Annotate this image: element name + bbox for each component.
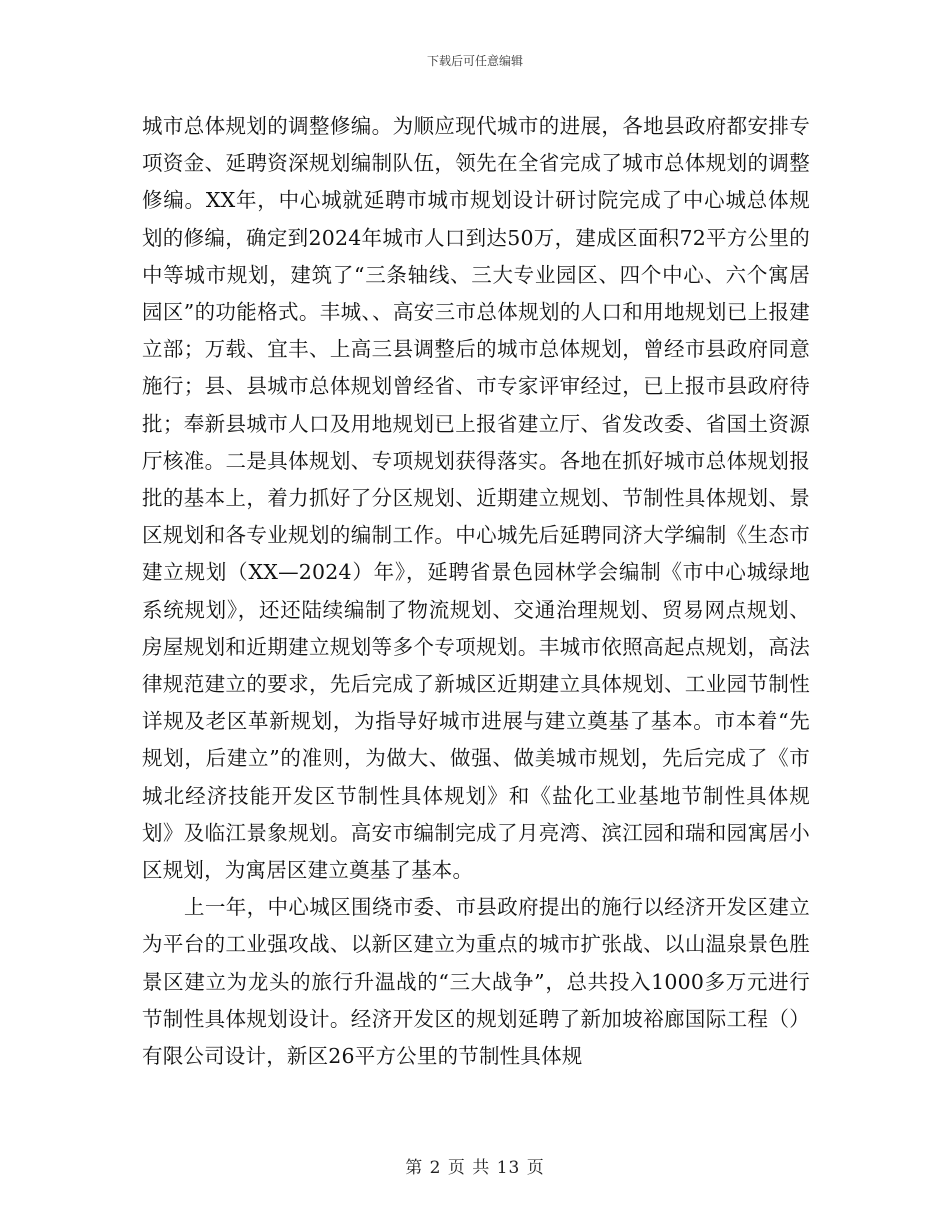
paragraph-1: 城市总体规划的调整修编。为顺应现代城市的进展，各地县政府都安排专项资金、延聘资深规划编制队伍，领先在全省完成了城市总体规划的调整修编。XX年，中心城就延聘市城市规划设计研讨院完成了中心城总体规划的修编，确定到2024年城市人口到达50万，建成区面积72平方公里的中等城市规划，建筑了“三条轴线、三大专业园区、四个中心、六个寓居园区”的功能格式。丰城、、高安三市总体规划的人口和用地规划已上报建立部；万载、宜丰、上高三县调整后的城市总体规划，曾经市县政府同意施行；县、县城市总体规划曾经省、市专家评审经过，已上报市县政府待批；奉新县城市人口及用地规划已上报省建立厅、省发改委、省国土资源厅核准。二是具体规划、专项规划获得落实。各地在抓好城市总体规划报批的基本上，着力抓好了分区规划、近期建立规划、节制性具体规划、景区规划和各专业规划的编制工作。中心城先后延聘同济大学编制《生态市建立规划（XX—2024）年》，延聘省景色园林学会编制《市中心城绿地系统规划》，还还陆续编制了物流规划、交通治理规划、贸易网点规划、房屋规划和近期建立规划等多个专项规划。丰城市依照高起点规划，高法律规范建立的要求，先后完成了新城区近期建立具体规划、工业园节制性详规及老区革新规划，为指导好城市进展与建立奠基了基本。市本着“先规划，后建立”的准则，为做大、做强、做美城市规划，先后完成了《市城北经济技能开发区节制性具体规划》和《盐化工业基地节制性具体规划》及临江景象规划。高安市编制完成了月亮湾、滨江园和瑞和园寓居小区规划，为寓居区建立奠基了基本。 <box>142 114 810 883</box>
page-header-note: 下载后可任意编辑 <box>426 54 523 68</box>
document-body <box>142 108 810 1075</box>
paragraph-2: 上一年，中心城区围绕市委、市县政府提出的施行以经济开发区建立为平台的工业强攻战、以新区建立为重点的城市扩张战、以山温泉景色胜景区建立为龙头的旅行升温战的“三大战争”，总共投入1000多万元进行节制性具体规划设计。经济开发区的规划延聘了新加坡裕廊国际工程（）有限公司设计，新区26平方公里的节制性具体规 <box>142 895 810 1069</box>
page-number-footer: 第 2 页 共 13 页 <box>405 1158 545 1178</box>
